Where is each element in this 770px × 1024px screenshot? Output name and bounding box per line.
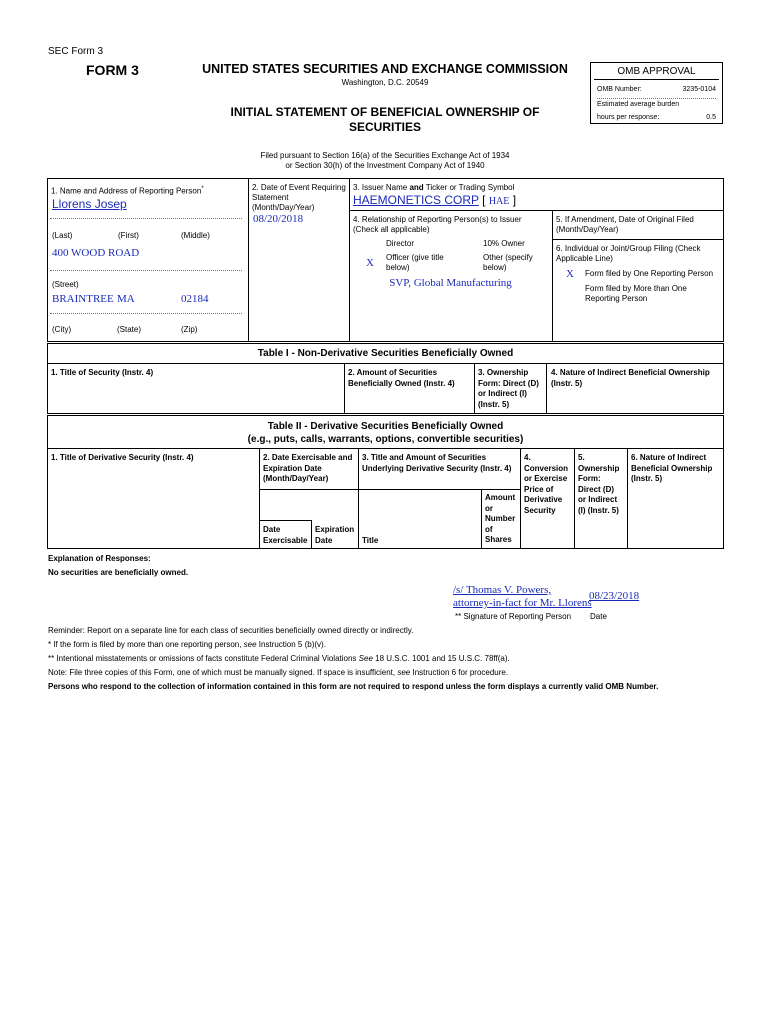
note-copies: Note: File three copies of this Form, one of which must be manually signed. If space is insufficient, see Instruction 6 for procedure.	[48, 668, 509, 677]
explanation-label: Explanation of Responses:	[48, 554, 151, 563]
table2-sub-title: Title	[362, 536, 379, 545]
omb-title: OMB APPROVAL	[594, 65, 719, 80]
note-multiple-persons: * If the form is filed by more than one reporting person, see Instruction 5 (b)(v).	[48, 640, 326, 649]
state-label: (State)	[117, 325, 142, 334]
omb-burden-label: Estimated average burden	[597, 98, 716, 109]
sec-form-label: SEC Form 3	[48, 46, 104, 57]
table2-col-ownership: 5. Ownership Form: Direct (D) or Indirect (I) (Instr. 5)	[578, 453, 620, 515]
table2-col-conversion: 4. Conversion or Exercise Price of Derivative Security	[524, 453, 569, 515]
form-title: FORM 3	[86, 62, 139, 78]
one-person-checkmark: X	[566, 268, 574, 280]
section5-label: 5. If Amendment, Date of Original Filed (Month/Day/Year)	[556, 215, 694, 234]
table1-col-amount: 2. Amount of Securities Beneficially Owned (Instr. 4)	[348, 368, 455, 388]
explanation-text: No securities are beneficially owned.	[48, 568, 189, 577]
first-label: (First)	[118, 231, 139, 240]
director-label: Director	[386, 239, 415, 248]
table2-sub-date-exercisable: Date Exercisable	[263, 525, 308, 545]
last-label: (Last)	[52, 231, 73, 240]
officer-label: Officer (give title below)	[386, 253, 444, 272]
officer-title: SVP, Global Manufacturing	[389, 277, 512, 289]
table2-sub-expiration: Expiration Date	[315, 525, 355, 545]
omb-number-value: 3235-0104	[682, 86, 716, 93]
zip-label: (Zip)	[181, 325, 198, 334]
issuer-name: HAEMONETICS CORP	[353, 193, 479, 207]
omb-hours-label: hours per response:	[597, 114, 660, 121]
agency-title: UNITED STATES SECURITIES AND EXCHANGE COMMISSION	[202, 62, 568, 76]
note-misstatements: ** Intentional misstatements or omissions of facts constitute Federal Criminal Violations See 18 U.S.C. 1001 and 15 U.S.C. 78ff(a).	[48, 654, 510, 663]
signature-label: ** Signature of Reporting Person	[455, 612, 572, 621]
city-value: BRAINTREE	[52, 293, 114, 305]
table1-col-nature: 4. Nature of Indirect Beneficial Ownership (Instr. 5)	[551, 368, 710, 388]
table2-col-title: 1. Title of Derivative Security (Instr. 4)	[51, 453, 194, 462]
middle-label: (Middle)	[181, 231, 210, 240]
statement-title: INITIAL STATEMENT OF BENEFICIAL OWNERSHIP OF SECURITIES	[230, 105, 540, 134]
event-date: 08/20/2018	[253, 213, 304, 225]
officer-checkmark: X	[366, 257, 374, 269]
issuer-line: HAEMONETICS CORP [ HAE ]	[353, 193, 517, 207]
reminder-note: Reminder: Report on a separate line for each class of securities beneficially owned directly or indirectly.	[48, 626, 414, 635]
zip-value: 02184	[181, 293, 209, 305]
ticker-symbol: HAE	[488, 196, 510, 207]
ten-pct-owner-label: 10% Owner	[483, 239, 525, 248]
section3-label: 3. Issuer Name and Ticker or Trading Symbol	[353, 183, 515, 192]
table2-col-underlying: 3. Title and Amount of Securities Underlying Derivative Security (Instr. 4)	[362, 453, 512, 473]
city-label: (City)	[52, 325, 72, 334]
table2-sub-amount: Amount or Number of Shares	[485, 493, 516, 544]
table2-col-dates: 2. Date Exercisable and Expiration Date (Month/Day/Year)	[263, 453, 353, 483]
signature-date: 08/23/2018	[589, 590, 640, 602]
filed-pursuant: Filed pursuant to Section 16(a) of the Securities Exchange Act of 1934 or Section 30(h) of the Investment Company Act of 1940	[260, 151, 510, 170]
section6-label: 6. Individual or Joint/Group Filing (Check Applicable Line)	[556, 244, 701, 263]
omb-number-label: OMB Number:	[597, 86, 642, 93]
table1-title: Table I - Non-Derivative Securities Beneficially Owned	[257, 348, 514, 359]
other-label: Other (specify below)	[483, 253, 533, 272]
table1-col-title: 1. Title of Security (Instr. 4)	[51, 368, 154, 377]
state-value: MA	[117, 293, 135, 305]
omb-hours-value: 0.5	[706, 114, 716, 121]
one-person-label: Form filed by One Reporting Person	[585, 269, 714, 278]
table2-title: Table II - Derivative Securities Beneficially Owned (e.g., puts, calls, warrants, options, convertible securities)	[247, 421, 524, 445]
reporting-person-name: Llorens Josep	[52, 197, 127, 211]
signature: /s/ Thomas V. Powers, attorney-in-fact for Mr. Llorens	[453, 584, 592, 609]
section2-label: 2. Date of Event Requiring Statement (Month/Day/Year)	[252, 183, 346, 212]
table1-col-ownership: 3. Ownership Form: Direct (D) or Indirect (I) (Instr. 5)	[478, 368, 539, 409]
note-omb: Persons who respond to the collection of information contained in this form are not required to respond unless the form displays a currently valid OMB Number.	[48, 682, 659, 691]
date-label: Date	[590, 612, 607, 621]
street-label: (Street)	[52, 280, 79, 289]
section4-label: 4. Relationship of Reporting Person(s) to Issuer (Check all applicable)	[353, 215, 522, 234]
more-person-label: Form filed by More than One Reporting Person	[585, 284, 687, 303]
street-value: 400 WOOD ROAD	[52, 247, 140, 259]
agency-location: Washington, D.C. 20549	[341, 78, 429, 87]
section1-label: 1. Name and Address of Reporting Person*	[51, 186, 204, 196]
table2-col-nature: 6. Nature of Indirect Beneficial Ownership (Instr. 5)	[631, 453, 713, 483]
omb-approval-box	[590, 62, 723, 124]
